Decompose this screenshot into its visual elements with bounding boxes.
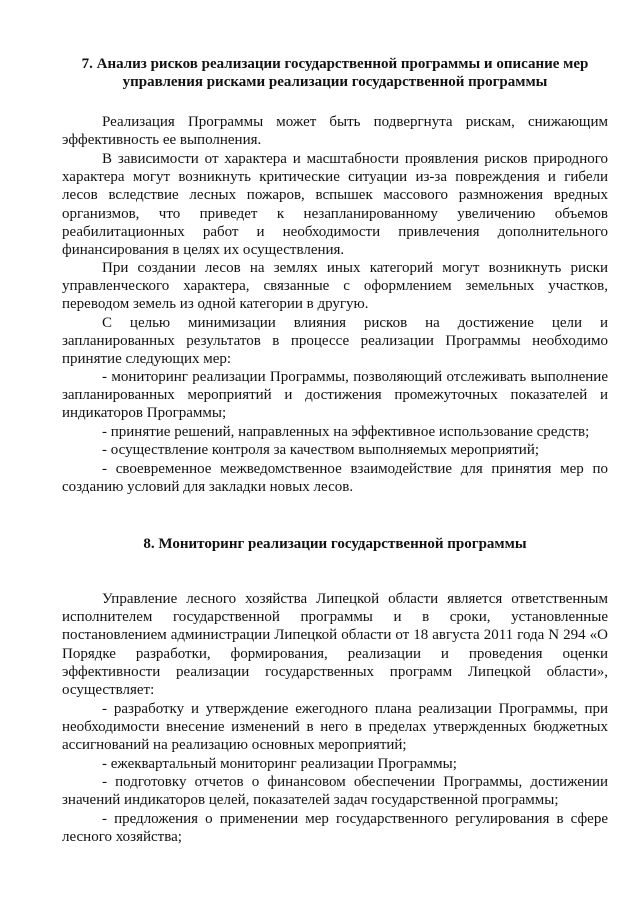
section-8-heading: 8. Мониторинг реализации государственной программы <box>143 536 527 552</box>
section-7-list-item-3: - осуществление контроля за качеством выполняемых мероприятий; <box>102 442 540 458</box>
section-7-list-item-1: - мониторинг реализации Программы, позволяющий отслеживать выполнение запланированных мероприятий и достижения промежуточных показателей и индикаторов Программы; <box>62 369 608 422</box>
section-8-paragraph-1: Управление лесного хозяйства Липецкой области является ответственным исполнителем государственной программы и в сроки, установленные постановлением администрации Липецкой области от 18 августа 2011 года N 294 «О Порядке разработки, формирования, реализации и проведения оценки эффективности реализации государственных программ Липецкой области», осуществляет: <box>62 591 608 699</box>
section-7-paragraph-3: При создании лесов на землях иных категорий могут возникнуть риски управленческого характера, связанные с оформлением земельных участков, переводом земель из одной категории в другую. <box>62 260 608 313</box>
section-7-list-item-2: - принятие решений, направленных на эффективное использование средств; <box>102 424 590 440</box>
section-8-list-item-2: - ежеквартальный мониторинг реализации Программы; <box>102 756 457 772</box>
section-8-list-item-4: - предложения о применении мер государственного регулирования в сфере лесного хозяйства; <box>62 811 608 846</box>
section-7-paragraph-4: С целью минимизации влияния рисков на достижение цели и запланированных результатов в процессе реализации Программы необходимо принятие следующих мер: <box>62 315 608 368</box>
section-7-paragraph-1: Реализация Программы может быть подвергнута рискам, снижающим эффективность ее выполнения. <box>62 114 608 149</box>
section-7-list-item-4: - своевременное межведомственное взаимодействие для принятия мер по созданию условий для закладки новых лесов. <box>62 461 608 496</box>
section-8-list-item-3: - подготовку отчетов о финансовом обеспечении Программы, достижении значений индикаторов целей, показателей задач государственной программы; <box>62 774 608 809</box>
section-7-heading: 7. Анализ рисков реализации государственной программы и описание мер управления рисками реализации государственной программы <box>81 56 589 91</box>
section-8-list-item-1: - разработку и утверждение ежегодного плана реализации Программы, при необходимости внесение изменений в него в пределах утвержденных бюджетных ассигнований на реализацию основных мероприятий; <box>62 701 608 754</box>
section-7-paragraph-2: В зависимости от характера и масштабности проявления рисков природного характера могут возникнуть критические ситуации из-за повреждения и гибели лесов вследствие лесных пожаров, вспышек массового размножения вредных организмов, что приведет к незапланированному увеличению объемов реабилитационных работ и необходимости привлечения дополнительного финансирования в целях их осуществления. <box>62 151 608 259</box>
